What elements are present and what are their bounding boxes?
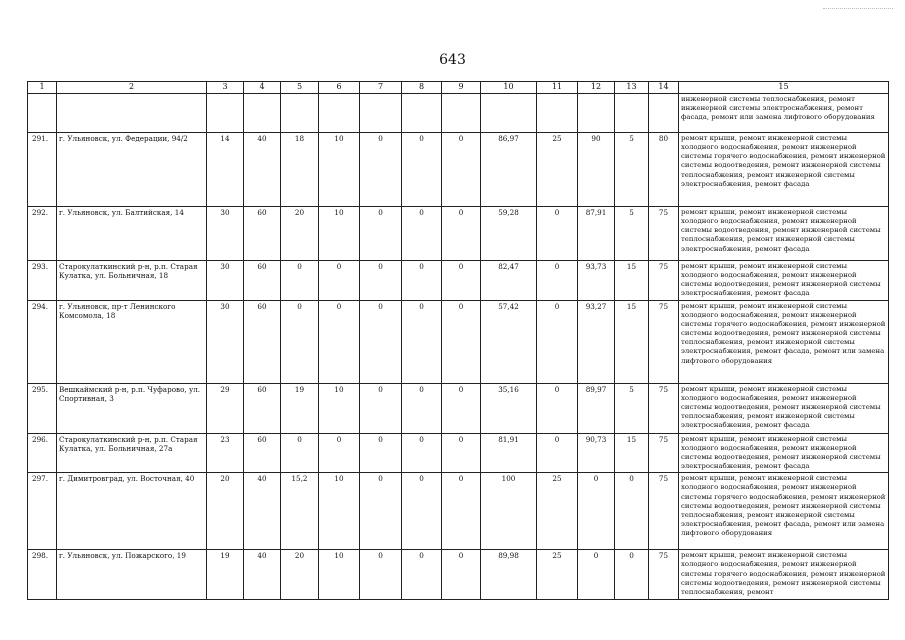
table-row xyxy=(28,433,889,473)
column-header: 11 xyxy=(537,82,578,94)
value-cell-c11: 25 xyxy=(537,473,578,550)
address-cell: г. Ульяновск, ул. Балтийская, 14 xyxy=(57,207,207,261)
value-cell-c9: 0 xyxy=(442,261,481,301)
empty-cell xyxy=(281,94,319,133)
works-cell: ремонт крыши, ремонт инженерной системы холодного водоснабжения, ремонт инженерной системы водоотведения, ремонт инженерной системы теплоснабжения, ремонт инженерной системы электроснабжения, ремонт фасада xyxy=(679,383,889,433)
value-cell-c14: 75 xyxy=(649,300,679,383)
value-cell-c8: 0 xyxy=(402,383,442,433)
value-cell-c6: 10 xyxy=(319,473,360,550)
value-cell-c10: 59,28 xyxy=(481,207,537,261)
value-cell-c5: 19 xyxy=(281,383,319,433)
address-cell: Вешкаймский р-н, р.п. Чуфарово, ул. Спортивная, 3 xyxy=(57,383,207,433)
works-cell: ремонт крыши, ремонт инженерной системы холодного водоснабжения, ремонт инженерной системы горячего водоснабжения, ремонт инженерной системы водоотведения, ремонт инженерной системы теплоснабжения, ремонт инженерной системы электроснабжения, ремонт фасада, ремонт или замена лифтового оборудования xyxy=(679,300,889,383)
row-number: 292. xyxy=(28,207,57,261)
column-header: 7 xyxy=(360,82,402,94)
table-row xyxy=(28,473,889,550)
value-cell-c7: 0 xyxy=(360,133,402,207)
empty-cell xyxy=(481,94,537,133)
value-cell-c10: 86,97 xyxy=(481,133,537,207)
value-cell-c6: 0 xyxy=(319,261,360,301)
value-cell-c9: 0 xyxy=(442,207,481,261)
value-cell-c3: 29 xyxy=(207,383,244,433)
value-cell-c11: 0 xyxy=(537,300,578,383)
value-cell-c4: 40 xyxy=(244,133,281,207)
value-cell-c4: 60 xyxy=(244,261,281,301)
value-cell-c13: 5 xyxy=(615,133,649,207)
column-header: 10 xyxy=(481,82,537,94)
value-cell-c9: 0 xyxy=(442,133,481,207)
value-cell-c14: 75 xyxy=(649,433,679,473)
column-header: 5 xyxy=(281,82,319,94)
value-cell-c8: 0 xyxy=(402,300,442,383)
table-row xyxy=(28,207,889,261)
column-header: 1 xyxy=(28,82,57,94)
value-cell-c7: 0 xyxy=(360,300,402,383)
value-cell-c3: 23 xyxy=(207,433,244,473)
value-cell-c11: 0 xyxy=(537,207,578,261)
value-cell-c5: 0 xyxy=(281,433,319,473)
works-cell: ремонт крыши, ремонт инженерной системы холодного водоснабжения, ремонт инженерной системы водоотведения, ремонт инженерной системы теплоснабжения, ремонт инженерной системы электроснабжения, ремонт фасада xyxy=(679,207,889,261)
value-cell-c5: 18 xyxy=(281,133,319,207)
value-cell-c14: 80 xyxy=(649,133,679,207)
value-cell-c11: 0 xyxy=(537,433,578,473)
works-cell: ремонт крыши, ремонт инженерной системы холодного водоснабжения, ремонт инженерной системы горячего водоснабжения, ремонт инженерной системы водоотведения, ремонт инженерной системы теплоснабжения, ремонт инженерной системы электроснабжения, ремонт фасада, ремонт или замена лифтового оборудования xyxy=(679,473,889,550)
value-cell-c4: 60 xyxy=(244,300,281,383)
column-header: 14 xyxy=(649,82,679,94)
value-cell-c14: 75 xyxy=(649,383,679,433)
value-cell-c14: 75 xyxy=(649,261,679,301)
value-cell-c8: 0 xyxy=(402,207,442,261)
value-cell-c13: 0 xyxy=(615,550,649,600)
value-cell-c6: 10 xyxy=(319,550,360,600)
value-cell-c8: 0 xyxy=(402,133,442,207)
table-row xyxy=(28,383,889,433)
empty-cell xyxy=(615,94,649,133)
value-cell-c7: 0 xyxy=(360,383,402,433)
value-cell-c5: 0 xyxy=(281,261,319,301)
value-cell-c8: 0 xyxy=(402,550,442,600)
value-cell-c10: 100 xyxy=(481,473,537,550)
table-row xyxy=(28,261,889,301)
address-cell: г. Ульяновск, ул. Федерации, 94/2 xyxy=(57,133,207,207)
value-cell-c12: 87,91 xyxy=(578,207,615,261)
value-cell-c9: 0 xyxy=(442,550,481,600)
row-number: 295. xyxy=(28,383,57,433)
column-header: 6 xyxy=(319,82,360,94)
value-cell-c4: 40 xyxy=(244,473,281,550)
value-cell-c5: 20 xyxy=(281,550,319,600)
value-cell-c10: 81,91 xyxy=(481,433,537,473)
empty-cell xyxy=(207,94,244,133)
value-cell-c10: 57,42 xyxy=(481,300,537,383)
value-cell-c8: 0 xyxy=(402,261,442,301)
column-header: 15 xyxy=(679,82,889,94)
value-cell-c7: 0 xyxy=(360,550,402,600)
value-cell-c11: 0 xyxy=(537,261,578,301)
value-cell-c4: 60 xyxy=(244,383,281,433)
row-number: 294. xyxy=(28,300,57,383)
value-cell-c7: 0 xyxy=(360,261,402,301)
value-cell-c11: 0 xyxy=(537,383,578,433)
value-cell-c10: 35,16 xyxy=(481,383,537,433)
row-number: 297. xyxy=(28,473,57,550)
empty-cell xyxy=(649,94,679,133)
value-cell-c13: 15 xyxy=(615,433,649,473)
value-cell-c9: 0 xyxy=(442,433,481,473)
value-cell-c12: 90 xyxy=(578,133,615,207)
value-cell-c12: 0 xyxy=(578,550,615,600)
row-number: 293. xyxy=(28,261,57,301)
column-header: 12 xyxy=(578,82,615,94)
table-row xyxy=(28,300,889,383)
value-cell-c9: 0 xyxy=(442,383,481,433)
column-header: 2 xyxy=(57,82,207,94)
value-cell-c5: 20 xyxy=(281,207,319,261)
empty-cell xyxy=(319,94,360,133)
works-cell: ремонт крыши, ремонт инженерной системы холодного водоснабжения, ремонт инженерной системы водоотведения, ремонт инженерной системы электроснабжения, ремонт фасада xyxy=(679,261,889,301)
address-cell: г. Ульяновск, ул. Пожарского, 19 xyxy=(57,550,207,600)
value-cell-c4: 40 xyxy=(244,550,281,600)
value-cell-c13: 5 xyxy=(615,383,649,433)
table-row xyxy=(28,133,889,207)
column-header: 8 xyxy=(402,82,442,94)
value-cell-c9: 0 xyxy=(442,473,481,550)
value-cell-c12: 90,73 xyxy=(578,433,615,473)
row-number: 298. xyxy=(28,550,57,600)
value-cell-c14: 75 xyxy=(649,473,679,550)
value-cell-c3: 30 xyxy=(207,207,244,261)
column-header: 13 xyxy=(615,82,649,94)
value-cell-c6: 0 xyxy=(319,433,360,473)
value-cell-c13: 0 xyxy=(615,473,649,550)
value-cell-c3: 19 xyxy=(207,550,244,600)
empty-cell xyxy=(244,94,281,133)
address-cell: Старокулаткинский р-н, р.п. Старая Кулатка, ул. Больничная, 27а xyxy=(57,433,207,473)
value-cell-c3: 30 xyxy=(207,261,244,301)
works-cell: ремонт крыши, ремонт инженерной системы холодного водоснабжения, ремонт инженерной системы горячего водоснабжения, ремонт инженерной системы водоотведения, ремонт инженерной системы теплоснабжения, ремонт xyxy=(679,550,889,600)
value-cell-c10: 89,98 xyxy=(481,550,537,600)
value-cell-c8: 0 xyxy=(402,473,442,550)
column-header: 4 xyxy=(244,82,281,94)
value-cell-c3: 14 xyxy=(207,133,244,207)
empty-cell xyxy=(442,94,481,133)
value-cell-c11: 25 xyxy=(537,133,578,207)
value-cell-c5: 0 xyxy=(281,300,319,383)
value-cell-c3: 30 xyxy=(207,300,244,383)
value-cell-c12: 93,27 xyxy=(578,300,615,383)
value-cell-c12: 0 xyxy=(578,473,615,550)
value-cell-c11: 25 xyxy=(537,550,578,600)
empty-cell xyxy=(537,94,578,133)
works-cell: инженерной системы теплоснабжения, ремонт инженерной системы электроснабжения, ремонт фасада, ремонт или замена лифтового оборудования xyxy=(679,94,889,133)
column-header: 9 xyxy=(442,82,481,94)
value-cell-c14: 75 xyxy=(649,207,679,261)
scan-edge-mark xyxy=(823,8,893,9)
empty-cell xyxy=(57,94,207,133)
address-cell: г. Димитровград, ул. Восточная, 40 xyxy=(57,473,207,550)
table-row xyxy=(28,550,889,600)
value-cell-c6: 10 xyxy=(319,133,360,207)
value-cell-c13: 15 xyxy=(615,261,649,301)
value-cell-c12: 89,97 xyxy=(578,383,615,433)
works-cell: ремонт крыши, ремонт инженерной системы холодного водоснабжения, ремонт инженерной системы горячего водоснабжения, ремонт инженерной системы водоотведения, ремонт инженерной системы теплоснабжения, ремонт инженерной системы электроснабжения, ремонт фасада xyxy=(679,133,889,207)
empty-cell xyxy=(578,94,615,133)
works-cell: ремонт крыши, ремонт инженерной системы холодного водоснабжения, ремонт инженерной системы водоотведения, ремонт инженерной системы электроснабжения, ремонт фасада xyxy=(679,433,889,473)
value-cell-c5: 15,2 xyxy=(281,473,319,550)
empty-cell xyxy=(360,94,402,133)
value-cell-c12: 93,73 xyxy=(578,261,615,301)
value-cell-c13: 15 xyxy=(615,300,649,383)
column-header: 3 xyxy=(207,82,244,94)
address-cell: г. Ульяновск, пр-т Ленинского Комсомола, 18 xyxy=(57,300,207,383)
value-cell-c4: 60 xyxy=(244,433,281,473)
value-cell-c6: 10 xyxy=(319,383,360,433)
value-cell-c4: 60 xyxy=(244,207,281,261)
value-cell-c3: 20 xyxy=(207,473,244,550)
value-cell-c10: 82,47 xyxy=(481,261,537,301)
value-cell-c7: 0 xyxy=(360,433,402,473)
page-number: 643 xyxy=(439,52,466,68)
row-number: 296. xyxy=(28,433,57,473)
value-cell-c13: 5 xyxy=(615,207,649,261)
value-cell-c6: 0 xyxy=(319,300,360,383)
empty-cell xyxy=(402,94,442,133)
work-plan-table xyxy=(27,81,889,600)
empty-cell xyxy=(28,94,57,133)
value-cell-c8: 0 xyxy=(402,433,442,473)
value-cell-c9: 0 xyxy=(442,300,481,383)
column-number-row xyxy=(28,82,889,94)
row-number: 291. xyxy=(28,133,57,207)
value-cell-c6: 10 xyxy=(319,207,360,261)
value-cell-c7: 0 xyxy=(360,207,402,261)
continuation-row xyxy=(28,94,889,133)
address-cell: Старокулаткинский р-н, р.п. Старая Кулатка, ул. Больничная, 18 xyxy=(57,261,207,301)
value-cell-c14: 75 xyxy=(649,550,679,600)
value-cell-c7: 0 xyxy=(360,473,402,550)
